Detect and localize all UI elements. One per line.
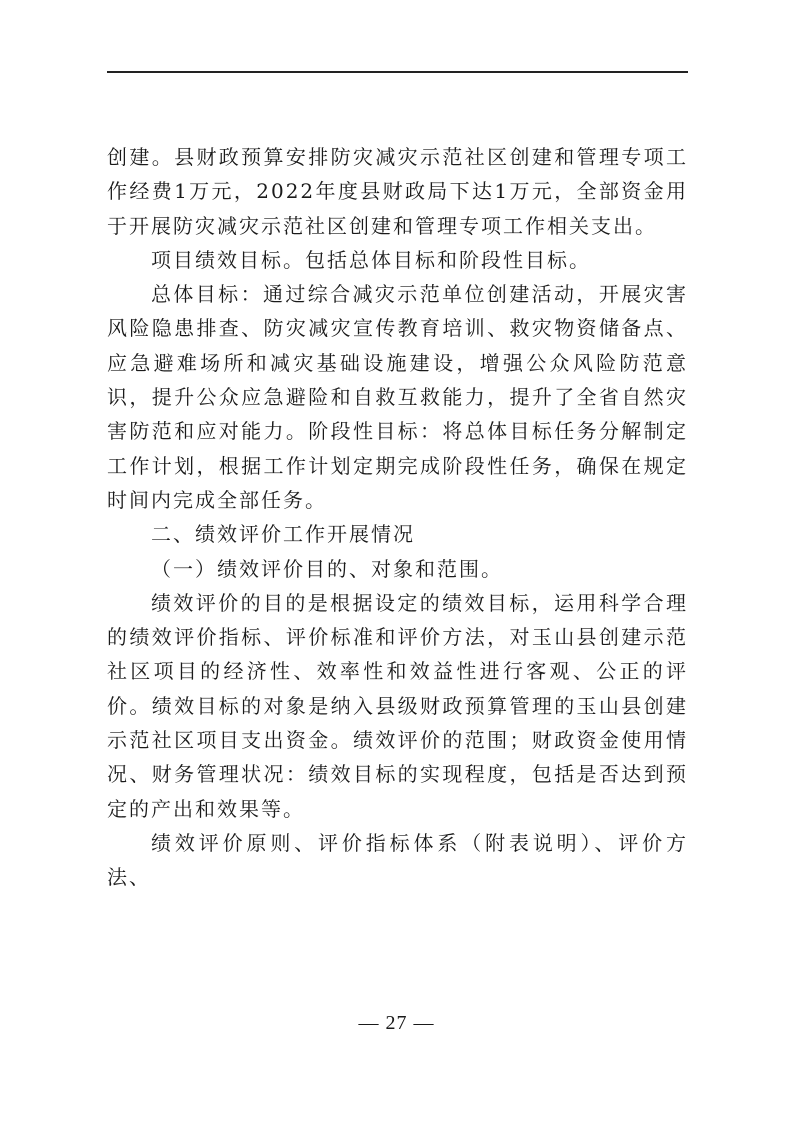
subsection-heading-purpose: （一）绩效评价目的、对象和范围。 xyxy=(151,556,503,581)
header-rule xyxy=(107,71,688,73)
paragraph-performance-goals: 项目绩效目标。包括总体目标和阶段性目标。 xyxy=(151,247,591,272)
paragraph-evaluation-purpose: 绩效评价的目的是根据设定的绩效目标，运用科学合理的绩效评价指标、评价标准和评价方法，对玉山县创建示范社区项目的经济性、效率性和效益性进行客观、公正的评价。绩效目标的对象是纳入县级财政预算管理的玉山县创建示范社区项目支出资金。绩效评价的范围；财政资金使用情况、财务管理状况：绩效目标的实现程度，包括是否达到预定的产出和效果等。 xyxy=(107,590,688,821)
paragraph-evaluation-principles: 绩效评价原则、评价指标体系（附表说明）、评价方法、 xyxy=(107,830,688,890)
section-heading-evaluation: 二、绩效评价工作开展情况 xyxy=(151,522,415,547)
page-number: — 27 — xyxy=(358,1012,435,1034)
paragraph-overall-goal: 总体目标：通过综合减灾示范单位创建活动，开展灾害风险隐患排查、防灾减灾宣传教育培训、救灾物资储备点、应急避难场所和减灾基础设施建设，增强公众风险防范意识，提升公众应急避险和自救互救能力，提升了全省自然灾害防范和应对能力。阶段性目标：将总体目标任务分解制定工作计划，根据工作计划定期完成阶段性任务，确保在规定时间内完成全部任务。 xyxy=(107,282,688,512)
body-text xyxy=(107,140,688,895)
paragraph-budget-arrangement: 创建。县财政预算安排防灾减灾示范社区创建和管理专项工作经费1万元，2022年度县财政局下达1万元，全部资金用于开展防灾减灾示范社区创建和管理专项工作相关支出。 xyxy=(107,145,688,238)
